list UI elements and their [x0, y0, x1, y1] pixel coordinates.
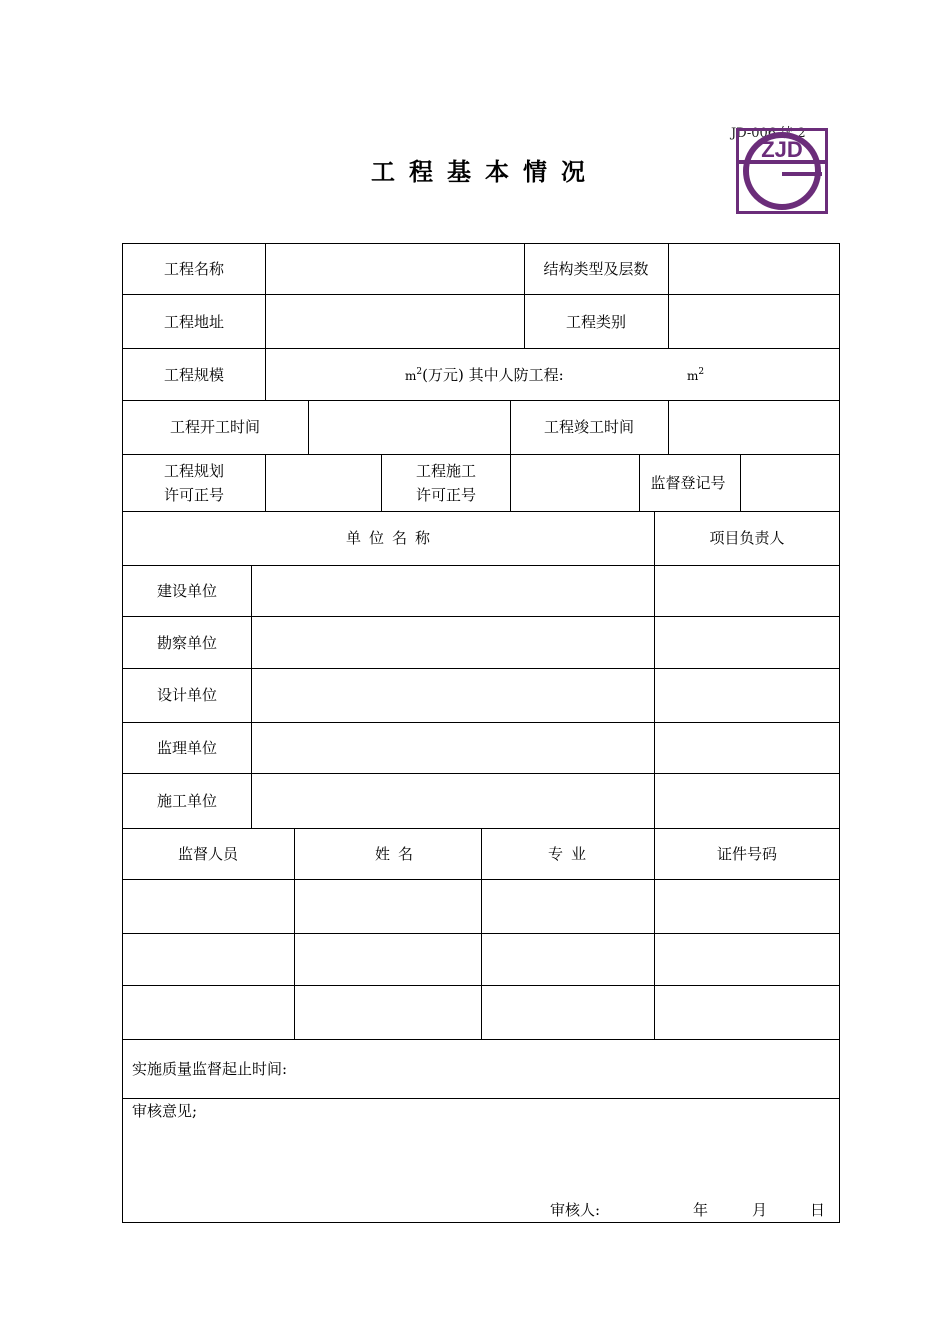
- supervisor-cert-header: 证件号码: [716, 845, 778, 863]
- construction-permit-label-line1: 工程施工: [415, 462, 477, 480]
- project-scale-label: 工程规模: [163, 366, 225, 384]
- form-code: JD-006 续 2: [731, 126, 806, 141]
- unit-row-design: 设计单位: [156, 686, 218, 704]
- form-title: 工程基本情况: [371, 157, 599, 186]
- planning-permit-label-line2: 许可正号: [163, 486, 225, 504]
- supervisor-specialty-header: 专业: [547, 845, 595, 863]
- completion-date-label: 工程竣工时间: [543, 418, 635, 436]
- planning-permit-label-line1: 工程规划: [163, 462, 225, 480]
- civil-defense-unit: [687, 363, 704, 390]
- project-category-label: 工程类别: [565, 313, 627, 331]
- unit-row-survey: 勘察单位: [156, 634, 218, 652]
- supervisor-name-header: 姓名: [374, 845, 422, 863]
- reviewer-label: 审核人:: [550, 1201, 601, 1219]
- construction-permit-label-line2: 许可正号: [415, 486, 477, 504]
- scale-unit-sup: 2: [416, 367, 423, 377]
- scale-unit-2-sup: 2: [698, 367, 705, 377]
- date-day-label: 日: [810, 1201, 826, 1219]
- project-name-label: 工程名称: [163, 260, 225, 278]
- unit-row-supervision: 监理单位: [156, 739, 218, 757]
- project-leader-header: 项目负责人: [709, 529, 785, 547]
- unit-name-header: 单位名称: [345, 529, 439, 547]
- review-opinion-label: 审核意见;: [132, 1102, 198, 1120]
- registration-number-label: 监督登记号: [650, 474, 726, 492]
- svg-text:ZJD: ZJD: [761, 137, 803, 162]
- start-date-label: 工程开工时间: [169, 418, 261, 436]
- structure-type-label: 结构类型及层数: [543, 260, 649, 278]
- date-month-label: 月: [752, 1201, 768, 1219]
- unit-row-construction: 建设单位: [156, 582, 218, 600]
- scale-unit: m: [405, 369, 417, 383]
- zjd-logo-icon: [736, 128, 828, 214]
- date-year-label: 年: [693, 1201, 709, 1219]
- unit-row-contractor: 施工单位: [156, 792, 218, 810]
- project-address-label: 工程地址: [163, 313, 225, 331]
- scale-unit-2: m: [687, 369, 699, 383]
- supervisor-role-header: 监督人员: [177, 845, 239, 863]
- supervision-period-label: 实施质量监督起止时间:: [132, 1060, 288, 1078]
- scale-mid-text: (万元) 其中人防工程:: [422, 366, 564, 384]
- project-scale-text: [405, 363, 564, 390]
